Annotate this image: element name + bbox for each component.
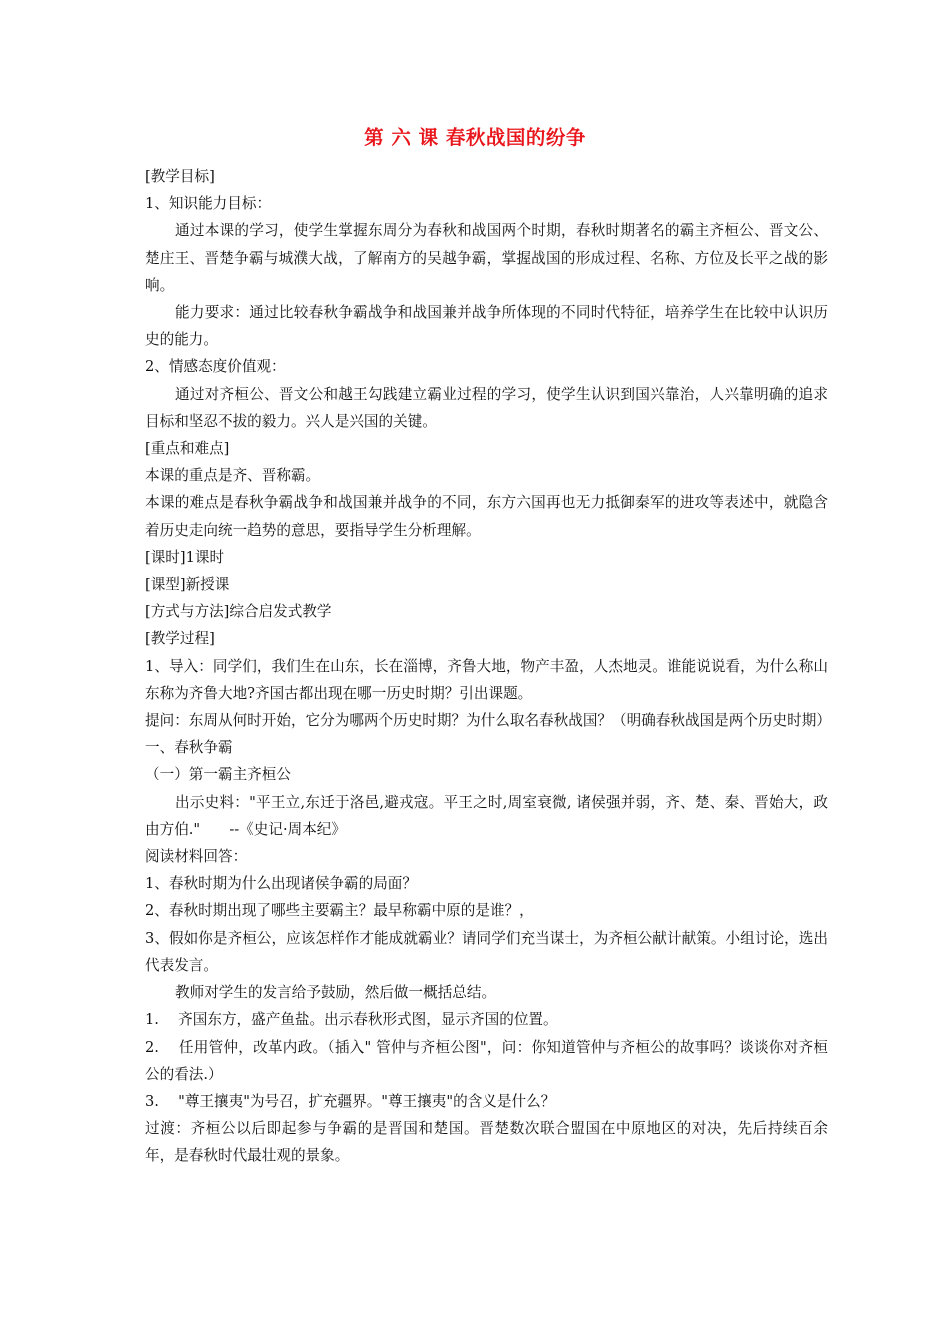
paragraph-historical-source: 出示史料："平王立,东迁于洛邑,避戎寇。平王之时,周室衰微, 诸侯强并弱，齐、楚、秦、晋始大，政由方伯." --《史记·周本纪》 bbox=[145, 793, 828, 838]
paragraph-transition: 过渡：齐桓公以后即起参与争霸的是晋国和楚国。晋楚数次联合盟国在中原地区的对决，先后持续百余年，是春秋时代最壮观的景象。 bbox=[145, 1120, 828, 1165]
document-body bbox=[145, 163, 831, 1170]
info-class-hours: [课时]1课时 bbox=[145, 548, 225, 566]
info-lesson-type: [课型]新授课 bbox=[145, 576, 230, 594]
paragraph-introduction: 1、导入：同学们，我们生在山东，长在淄博，齐鲁大地，物产丰盈，人杰地灵。谁能说说看，为什么称山东称为齐鲁大地?齐国古都出现在哪一历史时期？引出课题。 bbox=[145, 657, 828, 702]
section-heading-process: [教学过程] bbox=[145, 630, 215, 648]
subheading-first-hegemon: （一）第一霸主齐桓公 bbox=[145, 766, 291, 784]
paragraph-knowledge-goal: 通过本课的学习，使学生掌握东周分为春秋和战国两个时期，春秋时期著名的霸主齐桓公、晋文公、楚庄王、晋楚争霸与城濮大战，了解南方的吴越争霸，掌握战国的形成过程、名称、方位及长平之战的影响。 bbox=[145, 222, 828, 294]
summary-item-1: 1. 齐国东方，盛产鱼盐。出示春秋形式图，显示齐国的位置。 bbox=[145, 1011, 558, 1029]
section-heading-objectives: [教学目标] bbox=[145, 168, 215, 185]
subheading-attitude-values: 2、情感态度价值观： bbox=[145, 358, 286, 376]
paragraph-teacher-summary: 教师对学生的发言给予鼓励，然后做一概括总结。 bbox=[175, 984, 497, 1002]
paragraph-difficulty: 本课的难点是春秋争霸战争和战国兼并战争的不同，东方六国再也无力抵御秦军的进攻等表述中，就隐含着历史走向统一趋势的意思，要指导学生分析理解。 bbox=[145, 494, 828, 539]
question-item-3: 3、假如你是齐桓公，应该怎样作才能成就霸业？请同学们充当谋士，为齐桓公献计献策。小组讨论，选出代表发言。 bbox=[145, 929, 828, 974]
summary-item-2: 2. 任用管仲，改革内政。（插入" 管仲与齐桓公图"，问：你知道管仲与齐桓公的故事吗？谈谈你对齐桓公的看法.） bbox=[145, 1038, 828, 1083]
subheading-knowledge-ability: 1、知识能力目标： bbox=[145, 195, 272, 213]
paragraph-attitude-goal: 通过对齐桓公、晋文公和越王勾践建立霸业过程的学习，使学生认识到国兴靠治，人兴靠明确的追求目标和坚忍不拔的毅力。兴人是兴国的关键。 bbox=[145, 385, 828, 430]
paragraph-key-point: 本课的重点是齐、晋称霸。 bbox=[145, 467, 321, 485]
info-teaching-method: [方式与方法]综合启发式教学 bbox=[145, 603, 332, 621]
section-heading-key-points: [重点和难点] bbox=[145, 440, 230, 458]
question-item-2: 2、春秋时期出现了哪些主要霸主？最早称霸中原的是谁？， bbox=[145, 902, 534, 920]
section-heading-spring-autumn: 一、春秋争霸 bbox=[145, 739, 233, 757]
paragraph-question: 提问：东周从何时开始，它分为哪两个历史时期？为什么取名春秋战国？（明确春秋战国是两个历史时期） bbox=[145, 712, 831, 730]
paragraph-reading-prompt: 阅读材料回答： bbox=[145, 848, 248, 866]
paragraph-ability-requirement: 能力要求：通过比较春秋争霸战争和战国兼并战争所体现的不同时代特征，培养学生在比较中认识历史的能力。 bbox=[145, 304, 828, 349]
page-title: 第 六 课 春秋战国的纷争 bbox=[364, 126, 586, 149]
summary-item-3: 3. "尊王攘夷"为号召，扩充疆界。"尊王攘夷"的含义是什么？ bbox=[145, 1092, 556, 1110]
question-item-1: 1、春秋时期为什么出现诸侯争霸的局面？ bbox=[145, 875, 417, 893]
